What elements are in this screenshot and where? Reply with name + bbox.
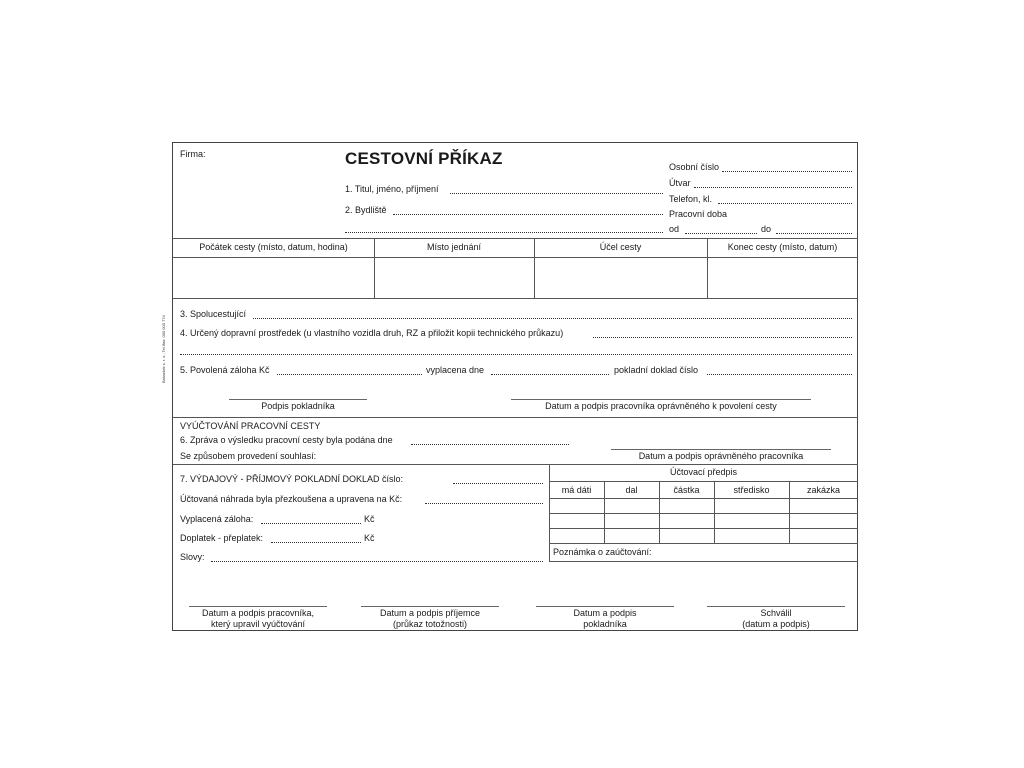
signature-label: který upravil vyúčtování bbox=[210, 619, 306, 629]
podpis-opravneneho-label: Datum a podpis pracovníka oprávněného k povolení cesty bbox=[545, 401, 777, 411]
signature-line[interactable] bbox=[189, 606, 327, 607]
divider bbox=[549, 498, 858, 499]
vyplacena-dne-label: vyplacena dne bbox=[426, 365, 485, 375]
vyuctovani-heading: VYÚČTOVÁNÍ PRACOVNÍ CESTY bbox=[180, 421, 321, 431]
doprava-field-2[interactable] bbox=[180, 354, 852, 355]
osobni-cislo-field[interactable] bbox=[722, 171, 852, 172]
divider bbox=[549, 528, 858, 529]
pokladni-doklad-label: pokladní doklad číslo bbox=[614, 365, 699, 375]
doplatek-field[interactable] bbox=[271, 542, 361, 543]
column-header-ma-dati: má dáti bbox=[561, 485, 592, 495]
spolucestujici-field[interactable] bbox=[253, 318, 852, 319]
signature-label: (datum a podpis) bbox=[742, 619, 810, 629]
telefon-field[interactable] bbox=[718, 203, 852, 204]
divider bbox=[549, 481, 858, 482]
column-header-zakazka: zakázka bbox=[806, 485, 841, 495]
column-header-dal: dal bbox=[625, 485, 638, 495]
doprava-label: 4. Určený dopravní prostředek (u vlastního vozidla druh, RZ a přiložit kopii technického průkazu) bbox=[180, 328, 564, 338]
divider bbox=[173, 464, 858, 465]
zprava-label: 6. Zpráva o výsledku pracovní cesty byla podána dne bbox=[180, 435, 393, 445]
zprava-field[interactable] bbox=[411, 444, 569, 445]
signature-line[interactable] bbox=[361, 606, 499, 607]
pokladni-doklad-field[interactable] bbox=[707, 374, 852, 375]
doprava-field[interactable] bbox=[593, 337, 852, 338]
vyplacena-dne-field[interactable] bbox=[491, 374, 609, 375]
divider bbox=[173, 238, 858, 239]
column-header-misto: Místo jednání bbox=[426, 242, 482, 252]
name-field[interactable] bbox=[450, 193, 663, 194]
vyplacena-zaloha-field[interactable] bbox=[261, 523, 361, 524]
signature-line[interactable] bbox=[611, 449, 831, 450]
doklad-heading: 7. VÝDAJOVÝ - PŘÍJMOVÝ POKLADNÍ DOKLAD číslo: bbox=[180, 474, 404, 484]
signature-label: pokladníka bbox=[583, 619, 627, 629]
signature-line[interactable] bbox=[707, 606, 845, 607]
doplatek-label: Doplatek - přeplatek: bbox=[180, 533, 264, 543]
zaloha-field[interactable] bbox=[277, 374, 422, 375]
nahrada-field[interactable] bbox=[425, 503, 543, 504]
do-label: do bbox=[761, 224, 772, 234]
divider bbox=[549, 543, 858, 544]
vyplacena-zaloha-label: Vyplacená záloha: bbox=[180, 514, 254, 524]
divider bbox=[173, 417, 858, 418]
kc-label: Kč bbox=[364, 533, 375, 543]
kc-label: Kč bbox=[364, 514, 375, 524]
do-field[interactable] bbox=[776, 233, 852, 234]
signature-label: Datum a podpis příjemce bbox=[379, 608, 481, 618]
nahrada-label: Účtovaná náhrada byla přezkoušena a upravena na Kč: bbox=[180, 494, 403, 504]
address-field[interactable] bbox=[393, 214, 663, 215]
column-header-castka: částka bbox=[673, 485, 700, 495]
od-label: od bbox=[669, 224, 680, 234]
od-field[interactable] bbox=[685, 233, 757, 234]
uctovaci-heading: Účtovací předpis bbox=[669, 467, 738, 477]
column-header-pocatek: Počátek cesty (místo, datum, hodina) bbox=[199, 242, 348, 252]
column-header-stredisko: středisko bbox=[733, 485, 770, 495]
signature-line[interactable] bbox=[536, 606, 674, 607]
podpis-opravneneho-pracovnika-label: Datum a podpis oprávněného pracovníka bbox=[638, 451, 804, 461]
form-title: CESTOVNÍ PŘÍKAZ bbox=[345, 149, 503, 168]
utvar-field[interactable] bbox=[694, 187, 852, 188]
signature-label: (průkaz totožnosti) bbox=[392, 619, 468, 629]
pracovni-doba-label: Pracovní doba bbox=[669, 209, 728, 219]
travel-order-form bbox=[161, 142, 858, 631]
divider bbox=[549, 513, 858, 514]
name-label: 1. Titul, jméno, příjmení bbox=[345, 184, 439, 194]
signature-label: Schválil bbox=[760, 608, 792, 618]
poznamka-label: Poznámka o zaúčtování: bbox=[553, 547, 652, 557]
souhlasi-label: Se způsobem provedení souhlasí: bbox=[180, 451, 317, 461]
podpis-pokladnika-label: Podpis pokladníka bbox=[261, 401, 335, 411]
utvar-label: Útvar bbox=[669, 178, 691, 188]
divider bbox=[549, 561, 858, 562]
divider bbox=[173, 257, 858, 258]
slovy-field[interactable] bbox=[211, 561, 543, 562]
column-header-konec: Konec cesty (místo, datum) bbox=[727, 242, 838, 252]
column-header-ucel: Účel cesty bbox=[599, 242, 642, 252]
signature-line[interactable] bbox=[229, 399, 367, 400]
zaloha-label: 5. Povolená záloha Kč bbox=[180, 365, 270, 375]
signature-label: Datum a podpis bbox=[573, 608, 637, 618]
signature-label: Datum a podpis pracovníka, bbox=[201, 608, 315, 618]
slovy-label: Slovy: bbox=[180, 552, 205, 562]
osobni-cislo-label: Osobní číslo bbox=[669, 162, 720, 172]
spolucestujici-label: 3. Spolucestující bbox=[180, 309, 247, 319]
address-label: 2. Bydliště bbox=[345, 205, 387, 215]
doklad-cislo-field[interactable] bbox=[453, 483, 543, 484]
divider bbox=[173, 298, 858, 299]
firma-label: Firma: bbox=[180, 149, 206, 159]
telefon-label: Telefon, kl. bbox=[669, 194, 713, 204]
side-printer-text: Baloušek s. r. o., Tel./fax: 000 000 774 bbox=[161, 315, 166, 383]
signature-line[interactable] bbox=[511, 399, 811, 400]
address-field-2[interactable] bbox=[345, 232, 663, 233]
